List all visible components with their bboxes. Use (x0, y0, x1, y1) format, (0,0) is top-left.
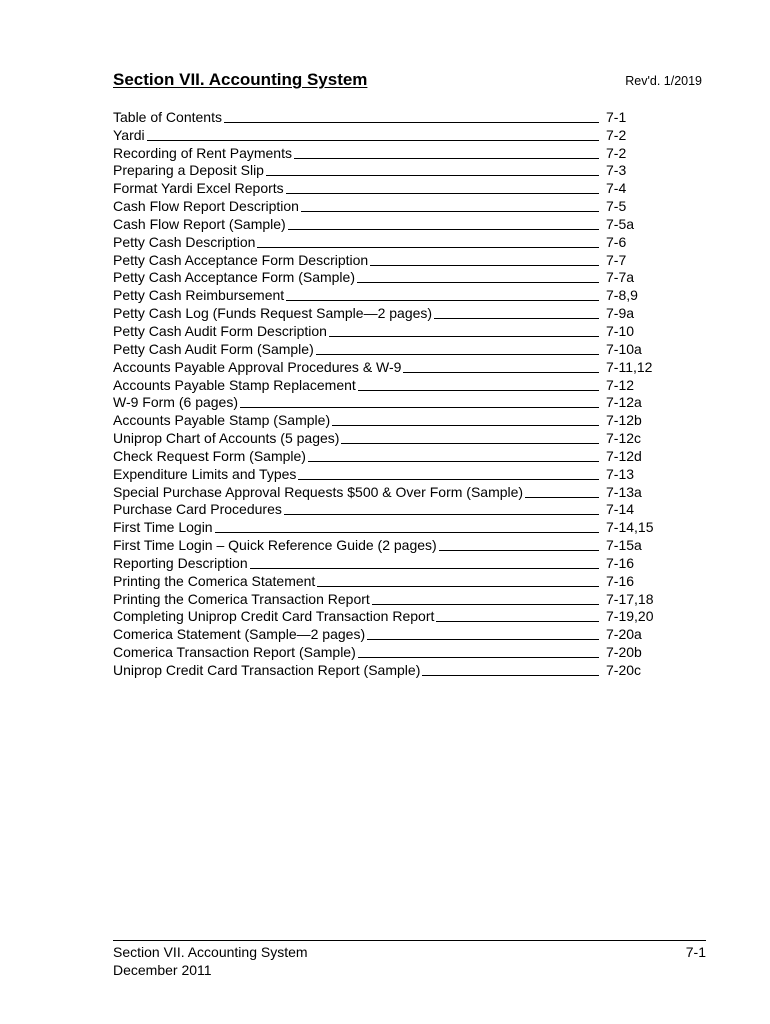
toc-leader-line (367, 639, 599, 640)
toc-entry-page: 7-19,20 (606, 608, 654, 625)
toc-entry (113, 590, 658, 608)
toc-leader-line (341, 443, 599, 444)
toc-leader-line (358, 657, 599, 658)
toc-entry-title: Cash Flow Report (Sample) (113, 215, 286, 232)
toc-entry-page: 7-7a (606, 269, 635, 286)
toc-entry-title: Accounts Payable Stamp Replacement (113, 376, 356, 393)
toc-entry-title: Comerica Transaction Report (Sample) (113, 644, 356, 661)
toc-entry-title: Check Request Form (Sample) (113, 447, 306, 464)
toc-leader-line (525, 497, 599, 498)
toc-entry-title: Petty Cash Log (Funds Request Sample—2 pages) (113, 305, 433, 322)
toc-entry (113, 608, 658, 626)
toc-entry (113, 144, 658, 162)
toc-entry-title: Recording of Rent Payments (113, 144, 292, 161)
toc-entry (113, 501, 658, 519)
toc-entry-page: 7-1 (606, 108, 627, 125)
footer-page-number: 7-1 (685, 944, 706, 960)
toc-entry-title: Completing Uniprop Credit Card Transaction Report (113, 608, 435, 625)
toc-leader-line (257, 247, 599, 248)
toc-entry-title: Accounts Payable Stamp (Sample) (113, 412, 331, 429)
toc-leader-line (357, 282, 599, 283)
toc-entry (113, 304, 658, 322)
toc-leader-line (224, 122, 599, 123)
toc-entry-title: Reporting Description (113, 554, 248, 571)
toc-entry-title: Uniprop Credit Card Transaction Report (Sample) (113, 662, 421, 678)
table-of-contents (113, 108, 658, 679)
toc-leader-line (284, 514, 599, 515)
toc-entry-title: Expenditure Limits and Types (113, 465, 297, 482)
toc-leader-line (266, 175, 599, 176)
toc-entry (113, 179, 658, 197)
toc-leader-line (147, 140, 599, 141)
toc-entry-page: 7-14,15 (606, 519, 654, 536)
toc-entry-page: 7-12c (606, 430, 642, 447)
toc-entry-title: Purchase Card Procedures (113, 501, 282, 518)
toc-entry-title: Petty Cash Reimbursement (113, 287, 285, 304)
toc-entry-title: Petty Cash Audit Form Description (113, 322, 327, 339)
toc-entry-page: 7-16 (606, 554, 635, 571)
footer-section-title: Section VII. Accounting System (113, 944, 308, 960)
toc-leader-line (294, 158, 599, 159)
toc-leader-line (288, 229, 599, 230)
toc-leader-line (317, 586, 599, 587)
toc-leader-line (436, 621, 599, 622)
toc-entry-page: 7-8,9 (606, 287, 638, 304)
toc-leader-line (439, 550, 599, 551)
toc-leader-line (403, 372, 599, 373)
toc-entry (113, 233, 658, 251)
toc-entry-page: 7-12a (606, 394, 642, 411)
toc-entry (113, 429, 658, 447)
toc-entry-title: Printing the Comerica Transaction Report (113, 590, 370, 607)
toc-leader-line (240, 407, 599, 408)
toc-entry (113, 358, 658, 376)
toc-entry-page: 7-20c (606, 662, 642, 678)
toc-entry-page: 7-5a (606, 215, 635, 232)
toc-entry-page: 7-2 (606, 126, 627, 143)
toc-entry-title: Petty Cash Audit Form (Sample) (113, 340, 314, 357)
section-title: Section VII. Accounting System (113, 70, 368, 89)
toc-entry (113, 269, 658, 287)
toc-entry-title: Petty Cash Acceptance Form Description (113, 251, 369, 268)
toc-entry-page: 7-2 (606, 144, 627, 161)
footer-date: December 2011 (113, 962, 212, 978)
toc-entry (113, 286, 658, 304)
toc-entry-title: Special Purchase Approval Requests $500 & Over Form (Sample) (113, 483, 524, 500)
toc-entry-title: Table of Contents (113, 108, 222, 125)
toc-entry-page: 7-3 (606, 162, 627, 179)
toc-entry-page: 7-12b (606, 412, 642, 429)
toc-entry-title: Comerica Statement (Sample—2 pages) (113, 626, 366, 643)
toc-entry-page: 7-9a (606, 305, 635, 322)
footer-left (113, 943, 308, 979)
toc-entry (113, 340, 658, 358)
toc-entry (113, 376, 658, 394)
toc-leader-line (434, 318, 599, 319)
toc-entry-title: Petty Cash Description (113, 233, 256, 250)
toc-entry-page: 7-11,12 (606, 358, 653, 375)
toc-leader-line (422, 675, 599, 676)
toc-entry (113, 536, 658, 554)
toc-entry-page: 7-5 (606, 198, 627, 215)
toc-entry-page: 7-20a (606, 626, 642, 643)
toc-leader-line (250, 568, 599, 569)
toc-entry (113, 394, 658, 412)
toc-entry-page: 7-12 (606, 376, 635, 393)
toc-entry-page: 7-10 (606, 322, 635, 339)
toc-entry-title: Accounts Payable Approval Procedures & W-9 (113, 358, 402, 375)
toc-leader-line (286, 193, 599, 194)
toc-leader-line (298, 479, 599, 480)
toc-entry (113, 126, 658, 144)
toc-entry-page: 7-13 (606, 465, 635, 482)
toc-entry-page: 7-10a (606, 340, 642, 357)
toc-entry-page: 7-12d (606, 447, 642, 464)
toc-entry-title: Uniprop Chart of Accounts (5 pages) (113, 430, 340, 447)
toc-leader-line (358, 390, 599, 391)
toc-entry (113, 465, 658, 483)
toc-entry-title: First Time Login – Quick Reference Guide (2 pages) (113, 537, 437, 554)
toc-leader-line (372, 604, 599, 605)
toc-leader-line (215, 532, 599, 533)
toc-entry-page: 7-4 (606, 180, 627, 197)
toc-entry (113, 108, 658, 126)
toc-leader-line (370, 265, 599, 266)
toc-leader-line (308, 461, 599, 462)
toc-entry-page: 7-6 (606, 233, 627, 250)
toc-leader-line (286, 300, 599, 301)
revision-date: Rev'd. 1/2019 (625, 74, 702, 88)
toc-entry-page: 7-7 (606, 251, 627, 268)
toc-entry (113, 197, 658, 215)
toc-entry (113, 661, 658, 679)
toc-entry (113, 518, 658, 536)
toc-entry (113, 411, 658, 429)
toc-entry-title: Yardi (113, 126, 145, 143)
toc-entry (113, 643, 658, 661)
toc-entry-page: 7-16 (606, 572, 635, 589)
toc-leader-line (301, 211, 599, 212)
toc-entry-page: 7-20b (606, 644, 642, 661)
toc-entry-page: 7-13a (606, 483, 642, 500)
toc-entry (113, 554, 658, 572)
toc-entry-title: Format Yardi Excel Reports (113, 180, 284, 197)
toc-entry (113, 625, 658, 643)
toc-entry-title: Cash Flow Report Description (113, 198, 299, 215)
toc-entry (113, 215, 658, 233)
toc-entry (113, 483, 658, 501)
toc-entry-title: Petty Cash Acceptance Form (Sample) (113, 269, 355, 286)
toc-leader-line (316, 354, 599, 355)
toc-entry (113, 447, 658, 465)
toc-entry-page: 7-15a (606, 537, 642, 554)
toc-entry (113, 572, 658, 590)
toc-entry-page: 7-14 (606, 501, 635, 518)
toc-entry-title: Printing the Comerica Statement (113, 572, 316, 589)
toc-leader-line (332, 425, 599, 426)
toc-entry (113, 251, 658, 269)
toc-entry (113, 322, 658, 340)
toc-entry-title: W-9 Form (6 pages) (113, 394, 238, 411)
toc-entry-title: Preparing a Deposit Slip (113, 162, 264, 179)
toc-entry (113, 162, 658, 180)
footer-divider (113, 940, 706, 941)
toc-leader-line (329, 336, 599, 337)
toc-entry-page: 7-17,18 (606, 590, 654, 607)
toc-entry-title: First Time Login (113, 519, 213, 536)
